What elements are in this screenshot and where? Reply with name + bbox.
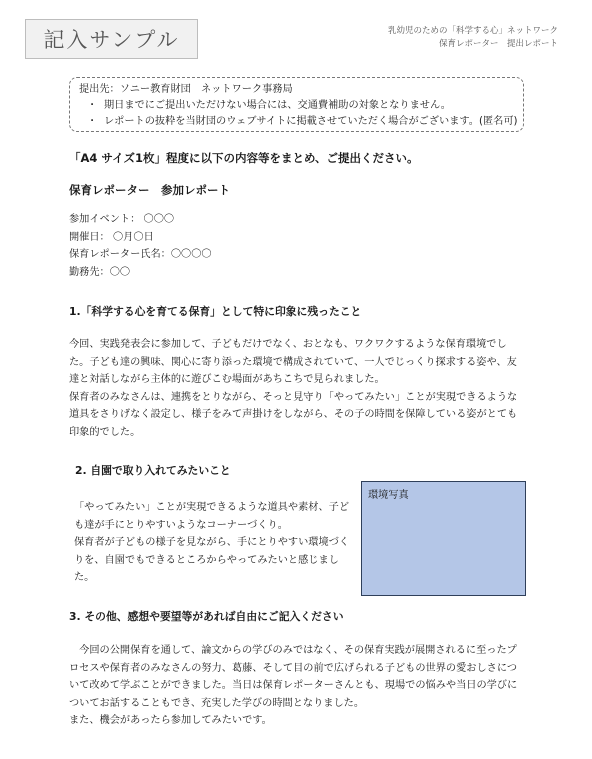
environment-photo-placeholder bbox=[361, 481, 526, 596]
photo-label: 環境写真 bbox=[368, 490, 409, 501]
section1-paragraph: 保育者のみなさんは、連携をとりながら、そっと見守り「やってみたい」ことが実現できるような道具をさりげなく設定し、様子をみて声掛けをしながら、その子の時間を保障している姿がとても印象的でした。 bbox=[69, 391, 518, 438]
meta-reporter: 保育レポーター氏名：〇〇〇〇 bbox=[69, 249, 212, 260]
section1-body bbox=[69, 336, 527, 441]
section2-body bbox=[74, 499, 354, 587]
section3-heading: 3. その他、感想や要望等があれば自由にご記入ください bbox=[69, 610, 344, 623]
section3-paragraph: また、機会があったら参加してみたいです。 bbox=[69, 715, 272, 726]
notice-item: ・ 期日までにご提出いただけない場合には、交通費補助の対象となりません。 bbox=[79, 98, 523, 114]
section3-paragraph: 今回の公開保育を通して、論文からの学びのみではなく、その保育実践が展開されるに至ったプロセスや保育者のみなさんの努力、葛藤、そして目の前で広げられる子どもの世界の愛おしさについて改めて学ぶことができました。当日は保育レポーターさんとも、現場での悩みや当日の学びについてお話することもでき、充実した学びの時間となりました。 bbox=[69, 645, 518, 709]
meta-workplace: 勤務先：〇〇 bbox=[69, 266, 131, 278]
header-report-type: 保育レポーター 提出レポート bbox=[438, 39, 558, 49]
meta-event: 参加イベント： 〇〇〇 bbox=[69, 214, 175, 225]
sample-stamp: 記入サンプル bbox=[25, 19, 198, 59]
section2-paragraph: 保育者が子どもの様子を見ながら、手にとりやすい環境づくりを、自園でもできるところからやってみたいと感じました。 bbox=[74, 537, 350, 583]
instruction-text: 「A4 サイズ1枚」程度に以下の内容等をまとめ、ご提出ください。 bbox=[69, 151, 419, 165]
notice-list bbox=[79, 98, 523, 130]
meta-date: 開催日： 〇月〇日 bbox=[69, 231, 154, 243]
notice-item: ・ レポートの抜粋を当財団のウェブサイトに掲載させていただく場合がございます。(匿名可) bbox=[79, 114, 523, 130]
report-title: 保育レポーター 参加レポート bbox=[69, 183, 230, 197]
document-header bbox=[388, 25, 558, 51]
section2-paragraph: 「やってみたい」ことが実現できるような道具や素材、子ども達が手にとりやすいようなコーナーづくり。 bbox=[74, 502, 350, 531]
section1-heading: 1.「科学する心を育てる保育」として特に印象に残ったこと bbox=[69, 305, 362, 318]
report-meta bbox=[69, 211, 212, 281]
header-network-name: 乳幼児のための「科学する心」ネットワーク bbox=[387, 26, 558, 36]
submission-notice-box bbox=[69, 77, 524, 132]
section1-paragraph: 今回、実践発表会に参加して、子どもだけでなく、おとなも、ワクワクするような保育環境でした。子ども達の興味、関心に寄り添った環境で構成されていて、一人でじっくり探求する姿や、友達と対話しながら主体的に遊びこむ場面があちこちで見られました。 bbox=[69, 339, 517, 385]
notice-recipient: 提出先：ソニー教育財団 ネットワーク事務局 bbox=[79, 84, 293, 95]
section2-heading: 2. 自園で取り入れてみたいこと bbox=[75, 464, 231, 477]
section3-body bbox=[69, 642, 527, 730]
